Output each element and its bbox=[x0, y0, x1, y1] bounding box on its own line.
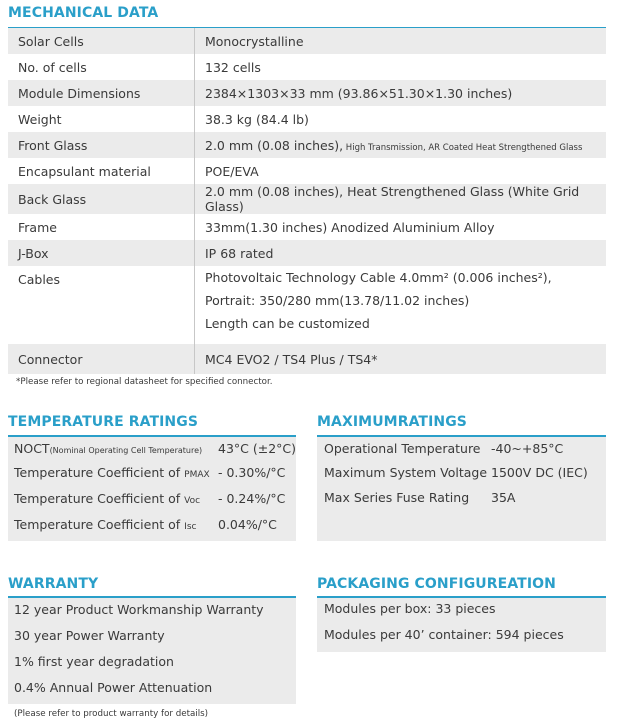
row-label: Front Glass bbox=[8, 132, 195, 158]
coef-prefix: Temperature Coefficient of bbox=[14, 465, 185, 480]
cables-line: Photovoltaic Technology Cable 4.0mm² (0.006 inches²), bbox=[205, 270, 552, 285]
row-value: 38.3 kg (84.4 lb) bbox=[195, 106, 607, 132]
coef-pmax-value: - 0.30%/°C bbox=[218, 465, 286, 480]
packaging-item: Modules per box: 33 pieces bbox=[324, 601, 496, 616]
table-row bbox=[8, 184, 606, 214]
row-value: IP 68 rated bbox=[195, 240, 607, 266]
row-label: Back Glass bbox=[8, 184, 195, 214]
front-glass-value: 2.0 mm (0.08 inches), bbox=[205, 137, 344, 153]
table-row bbox=[8, 106, 606, 132]
table-row bbox=[8, 344, 606, 374]
mechanical-table bbox=[8, 28, 606, 374]
cables-line: Length can be customized bbox=[205, 316, 370, 331]
row-value: Monocrystalline bbox=[195, 28, 607, 54]
row-label: Weight bbox=[8, 106, 195, 132]
coef-prefix: Temperature Coefficient of bbox=[14, 491, 185, 506]
coef-sub: PMAX bbox=[184, 470, 210, 480]
table-row bbox=[8, 214, 606, 240]
max-value: 35A bbox=[491, 490, 516, 505]
noct-desc: (Nominal Operating Cell Temperature) bbox=[49, 446, 203, 455]
warranty-note: (Please refer to product warranty for details) bbox=[14, 709, 209, 719]
row-label: Encapsulant material bbox=[8, 158, 195, 184]
coef-sub: Isc bbox=[184, 522, 197, 532]
max-label: Operational Temperature bbox=[324, 441, 481, 456]
cables-line: Portrait: 350/280 mm(13.78/11.02 inches) bbox=[205, 293, 470, 308]
noct-text: NOCT bbox=[14, 441, 50, 456]
front-glass-detail: High Transmission, AR Coated Heat Strengthened Glass bbox=[343, 142, 583, 153]
table-row bbox=[8, 80, 606, 106]
connector-note: *Please refer to regional datasheet for specified connector. bbox=[16, 377, 273, 387]
coef-voc-value: - 0.24%/°C bbox=[218, 491, 286, 506]
row-value bbox=[195, 266, 607, 344]
max-ratings-title: MAXIMUMRATINGS bbox=[317, 414, 467, 430]
warranty-item: 30 year Power Warranty bbox=[14, 628, 165, 643]
coef-sub: Voc bbox=[184, 496, 201, 506]
row-label: Solar Cells bbox=[8, 28, 195, 54]
coef-isc-label bbox=[14, 517, 196, 532]
row-label: J-Box bbox=[8, 240, 195, 266]
row-label: Connector bbox=[8, 344, 195, 374]
table-row bbox=[8, 54, 606, 80]
row-value: 132 cells bbox=[195, 54, 607, 80]
row-label: No. of cells bbox=[8, 54, 195, 80]
coef-isc-value: 0.04%/°C bbox=[218, 517, 277, 532]
coef-pmax-label bbox=[14, 465, 210, 480]
row-label: Cables bbox=[8, 266, 195, 344]
row-value: 2384×1303×33 mm (93.86×51.30×1.30 inches) bbox=[195, 80, 607, 106]
warranty-item: 0.4% Annual Power Attenuation bbox=[14, 680, 213, 695]
table-row bbox=[8, 28, 606, 54]
warranty-item: 1% first year degradation bbox=[14, 654, 174, 669]
coef-voc-label bbox=[14, 491, 200, 506]
row-value: MC4 EVO2 / TS4 Plus / TS4* bbox=[195, 344, 607, 374]
packaging-title: PACKAGING CONFIGUREATION bbox=[317, 576, 556, 592]
max-label: Maximum System Voltage bbox=[324, 465, 488, 480]
max-value: 1500V DC (IEC) bbox=[491, 465, 588, 480]
max-value: -40~+85°C bbox=[491, 441, 564, 456]
coef-prefix: Temperature Coefficient of bbox=[14, 517, 185, 532]
row-value: 2.0 mm (0.08 inches), Heat Strengthened Glass (White Grid Glass) bbox=[195, 184, 607, 214]
warranty-item: 12 year Product Workmanship Warranty bbox=[14, 602, 264, 617]
noct-label bbox=[14, 441, 202, 456]
noct-value: 43°C (±2°C) bbox=[218, 441, 297, 456]
table-row bbox=[8, 132, 606, 158]
packaging-item: Modules per 40’ container: 594 pieces bbox=[324, 627, 564, 642]
table-row bbox=[8, 266, 606, 344]
temperature-title: TEMPERATURE RATINGS bbox=[8, 414, 199, 430]
row-value bbox=[195, 132, 607, 158]
table-row bbox=[8, 158, 606, 184]
table-row bbox=[8, 240, 606, 266]
row-label: Module Dimensions bbox=[8, 80, 195, 106]
warranty-title: WARRANTY bbox=[8, 576, 99, 592]
max-label: Max Series Fuse Rating bbox=[324, 490, 470, 505]
mechanical-title: MECHANICAL DATA bbox=[8, 5, 159, 21]
row-value: POE/EVA bbox=[195, 158, 607, 184]
row-label: Frame bbox=[8, 214, 195, 240]
row-value: 33mm(1.30 inches) Anodized Aluminium Alloy bbox=[195, 214, 607, 240]
